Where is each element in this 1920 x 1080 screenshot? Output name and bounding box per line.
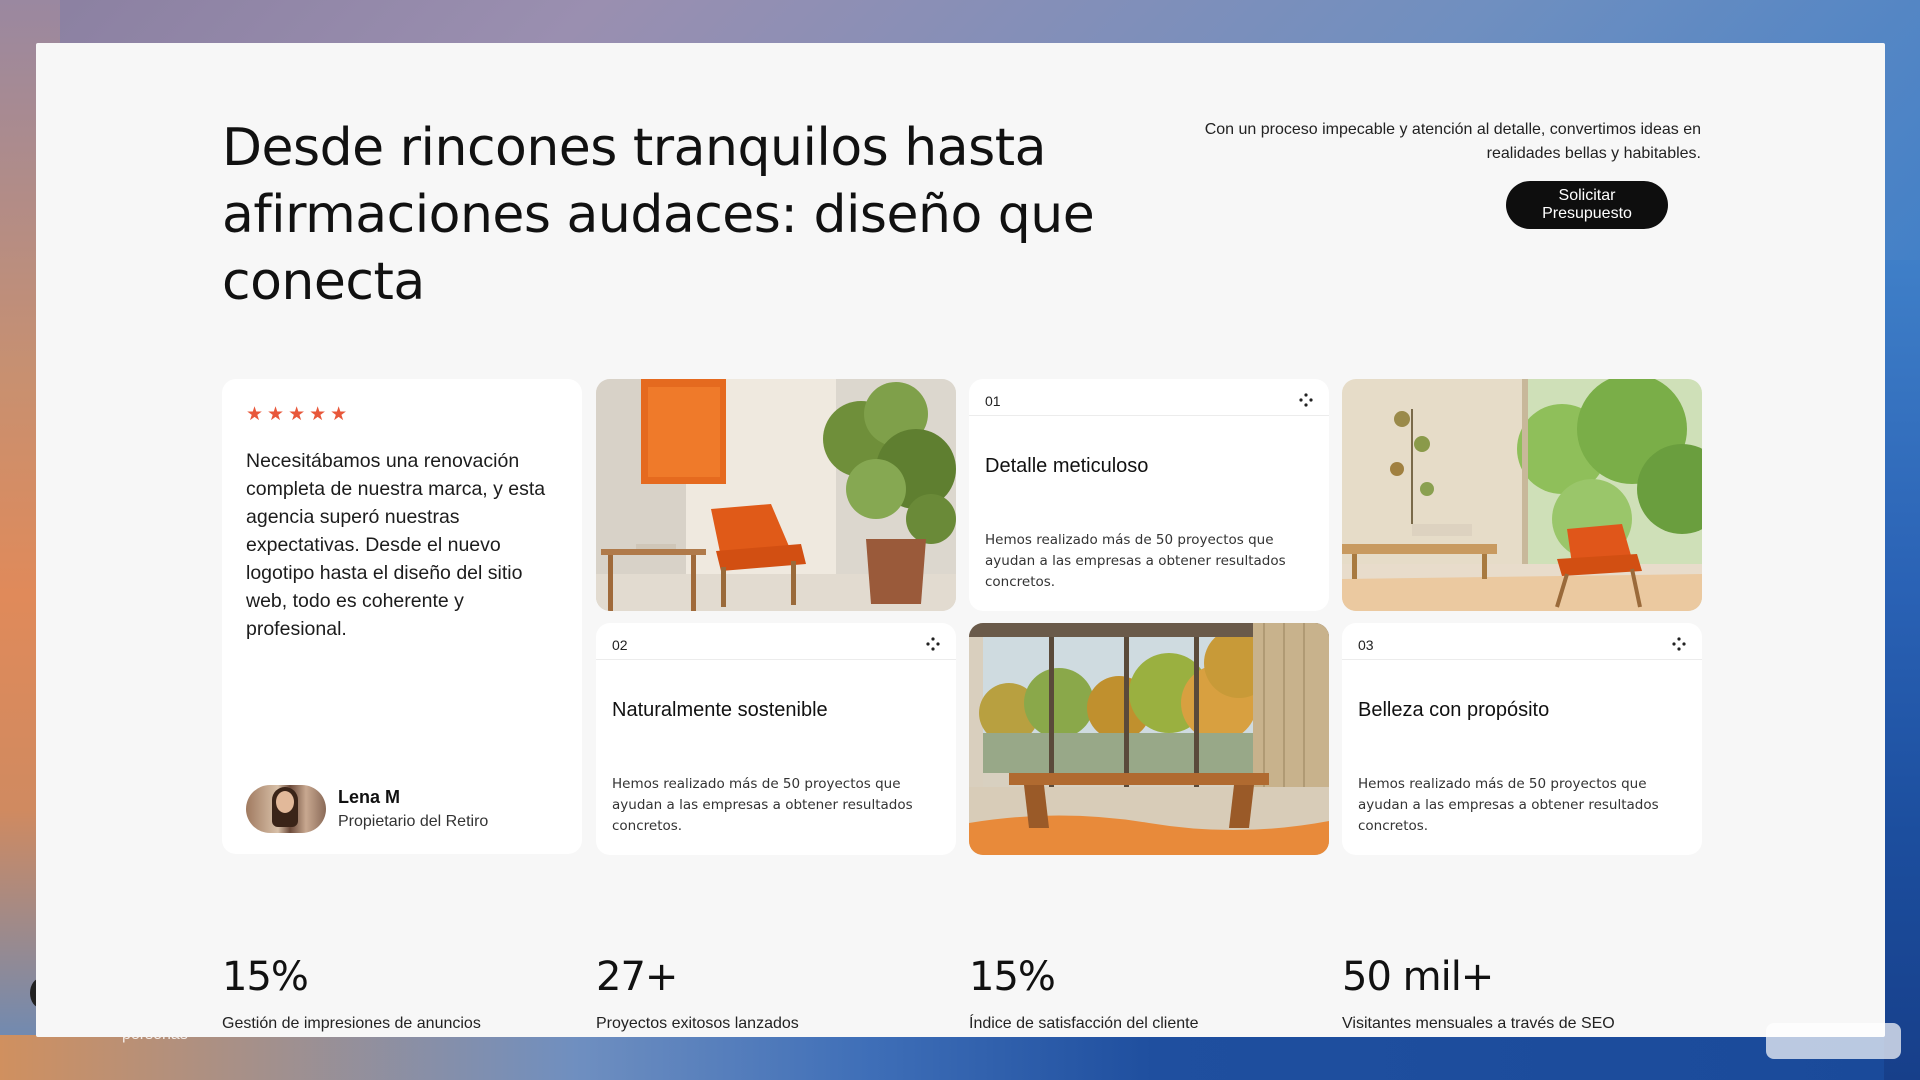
testimonial-quote: Necesitábamos una renovación completa de nuestra marca, y esta agencia superó nuestras expectativas. Desde el nuevo logotipo hasta el diseño del sitio web, todo es coherente y profesional. <box>246 450 546 640</box>
stat-label: Índice de satisfacción del cliente <box>969 1015 1199 1032</box>
feature-number: 02 <box>612 637 628 653</box>
request-quote-button[interactable]: Solicitar Presupuesto <box>1506 181 1668 229</box>
stat-value: 15% <box>969 954 1055 1000</box>
rating-stars: ★★★★★ <box>246 404 352 425</box>
divider <box>1342 659 1702 660</box>
intro-text: Con un proceso impecable y atención al detalle, convertimos ideas en realidades bellas y habitables. <box>1204 121 1701 162</box>
avatar-face <box>276 791 294 813</box>
stat-satisfaction <box>969 953 1198 1033</box>
stat-projects <box>596 953 799 1033</box>
feature-card-03 <box>1342 623 1702 855</box>
feature-card-01 <box>969 379 1329 611</box>
author-role: Propietario del Retiro <box>338 813 489 830</box>
feature-title: Detalle meticuloso <box>985 455 1149 477</box>
feature-description: Hemos realizado más de 50 proyectos que ayudan a las empresas a obtener resultados concretos. <box>612 776 913 834</box>
stat-value: 50 mil+ <box>1342 954 1494 1000</box>
dots-cross-icon <box>1299 393 1313 407</box>
dots-cross-icon <box>1672 637 1686 651</box>
feature-description: Hemos realizado más de 50 proyectos que ayudan a las empresas a obtener resultados concretos. <box>985 532 1286 590</box>
feature-card-02 <box>596 623 956 855</box>
feature-title: Naturalmente sostenible <box>612 699 828 721</box>
divider <box>969 415 1329 416</box>
stat-label: Visitantes mensuales a través de SEO <box>1342 1015 1615 1032</box>
stat-label: Proyectos exitosos lanzados <box>596 1015 799 1032</box>
dots-cross-icon <box>926 637 940 651</box>
feature-number: 01 <box>985 393 1001 409</box>
divider <box>596 659 956 660</box>
page-title: Desde rincones tranquilos hasta afirmaciones audaces: diseño que conecta <box>222 118 1095 312</box>
avatar <box>246 785 326 833</box>
stat-seo-visitors <box>1342 953 1615 1033</box>
stat-label: Gestión de impresiones de anuncios <box>222 1015 481 1032</box>
photo-bench-chair <box>1342 379 1702 611</box>
stat-value: 27+ <box>596 954 678 1000</box>
photo-orange-chair <box>596 379 956 611</box>
testimonial-card <box>222 379 582 854</box>
background-right-edge <box>1884 260 1920 1080</box>
author-name: Lena M <box>338 787 401 807</box>
background-bottom-edge <box>0 1035 1920 1080</box>
photo-lake-table <box>969 623 1329 855</box>
stat-value: 15% <box>222 954 308 1000</box>
stat-ad-impressions <box>222 953 481 1033</box>
content-card <box>36 43 1885 1037</box>
feature-description: Hemos realizado más de 50 proyectos que ayudan a las empresas a obtener resultados concretos. <box>1358 776 1659 834</box>
feature-number: 03 <box>1358 637 1374 653</box>
floating-widget[interactable] <box>1766 1023 1901 1059</box>
feature-title: Belleza con propósito <box>1358 699 1550 721</box>
